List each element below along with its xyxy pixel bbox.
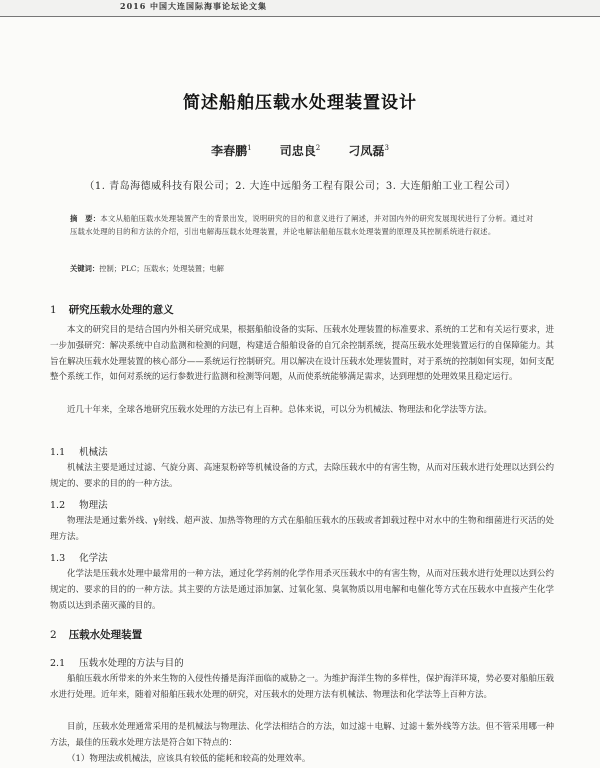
running-header-text: 2016 中国大连国际海事论坛论文集 [120,1,268,11]
paragraph: 目前，压载水处理通常采用的是机械法与物理法、化学法相结合的方法，如过滤＋电解、过滤＋紫外线等方法。但不管采用哪一种方法，最佳的压载水处理方法是符合如下特点的： [50,722,554,748]
author-list [0,142,600,159]
keywords [70,264,540,274]
running-header [0,0,600,17]
abstract-text: 本文从船舶压载水处理装置产生的背景出发，说明研究的目的和意义进行了阐述，并对国内外的研究发展现状进行了分析。通过对压载水处理的目的和方法的介绍，引出电解海压载水处理装置，并论电解法船舶压载水处理装置的原理及其控制系统进行叙述。 [70,214,534,236]
subsection-heading: 1.1 机械法 [50,447,108,458]
paragraph: （1）物理法或机械法，应该具有较低的能耗和较高的处理效率。 [67,754,311,764]
paragraph: 近几十年来，全球各地研究压载水处理的方法已有上百种。总体来说，可以分为机械法、物理法和化学法等方法。 [67,405,493,415]
author: 刁凤磊$^3$ [348,144,389,158]
section-heading: 1 研究压载水处理的意义 [50,304,174,316]
affiliations: （1. 青岛海德威科技有限公司；2. 大连中远船务工程有限公司；3. 大连船舶工业工程公司） [84,181,516,192]
subsection-heading: 1.2 物理法 [50,500,108,511]
subsection-heading: 2.1 压载水处理的方法与目的 [50,658,184,669]
abstract-label: 摘 要： [70,214,101,223]
paragraph: 化学法是压载水处理中最常用的一种方法，通过化学药剂的化学作用杀灭压载水中的有害生物，从而对压载水进行处理以达到公约规定的、要求的目的的一种方法。其主要的方法是通过添加氯、过氧化氢、臭氧物质以用电解和电催化等方式在压载水中直接产生化学物质以达到杀菌灭藻的目的。 [50,569,554,611]
paragraph: 本文的研究目的是结合国内外相关研究成果，根据船舶设备的实际、压载水处理装置的标准要求、系统的工艺和有关运行要求，进一步加强研究：解决系统中自动监测和检测的问题，构建适合船舶设备的自冗余控制系统，提高压载水处理装置运行的自保障能力。其旨在解决压载水处理装置的核心部分——系统运行控制研究。用以解决在设计压载水处理装置时，对于系统的控制如何实现，如何支配整个系统工作，如何对系统的运行参数进行监测和检测等问题，从而使系统能够满足需求，达到理想的处理效果且稳定运行。 [50,325,554,383]
author: 李春鹏$^1$ [211,144,252,158]
subsection-heading: 1.3 化学法 [50,553,108,564]
abstract [70,212,540,238]
paragraph: 船舶压载水所带来的外来生物的入侵性传播是海洋面临的威胁之一。为维护海洋生物的多样性，保护海洋环境，势必要对船舶压载水进行处理。近年来，随着对船舶压载水处理的研究，对压载水的处理方法有机械法、物理法和化学法等上百种方法。 [50,674,554,700]
section-heading: 2 压载水处理装置 [50,629,143,641]
keywords-label: 关键词： [70,264,100,273]
paragraph: 物理法是通过紫外线、γ射线、超声波、加热等物理的方式在船舶压载水的压载或者卸载过程中对水中的生物和细菌进行灭活的处理方法。 [50,516,554,542]
paper-title: 简述船舶压载水处理装置设计 [183,93,417,113]
keywords-text: 控制；PLC；压载水；处理装置；电解 [99,264,224,273]
author: 司忠良$^2$ [279,144,321,158]
paragraph: 机械法主要是通过过滤、气旋分离、高速泵粉碎等机械设备的方式，去除压载水中的有害生物，从而对压载水进行处理以达到公约规定的、要求的目的的一种方法。 [50,463,554,489]
